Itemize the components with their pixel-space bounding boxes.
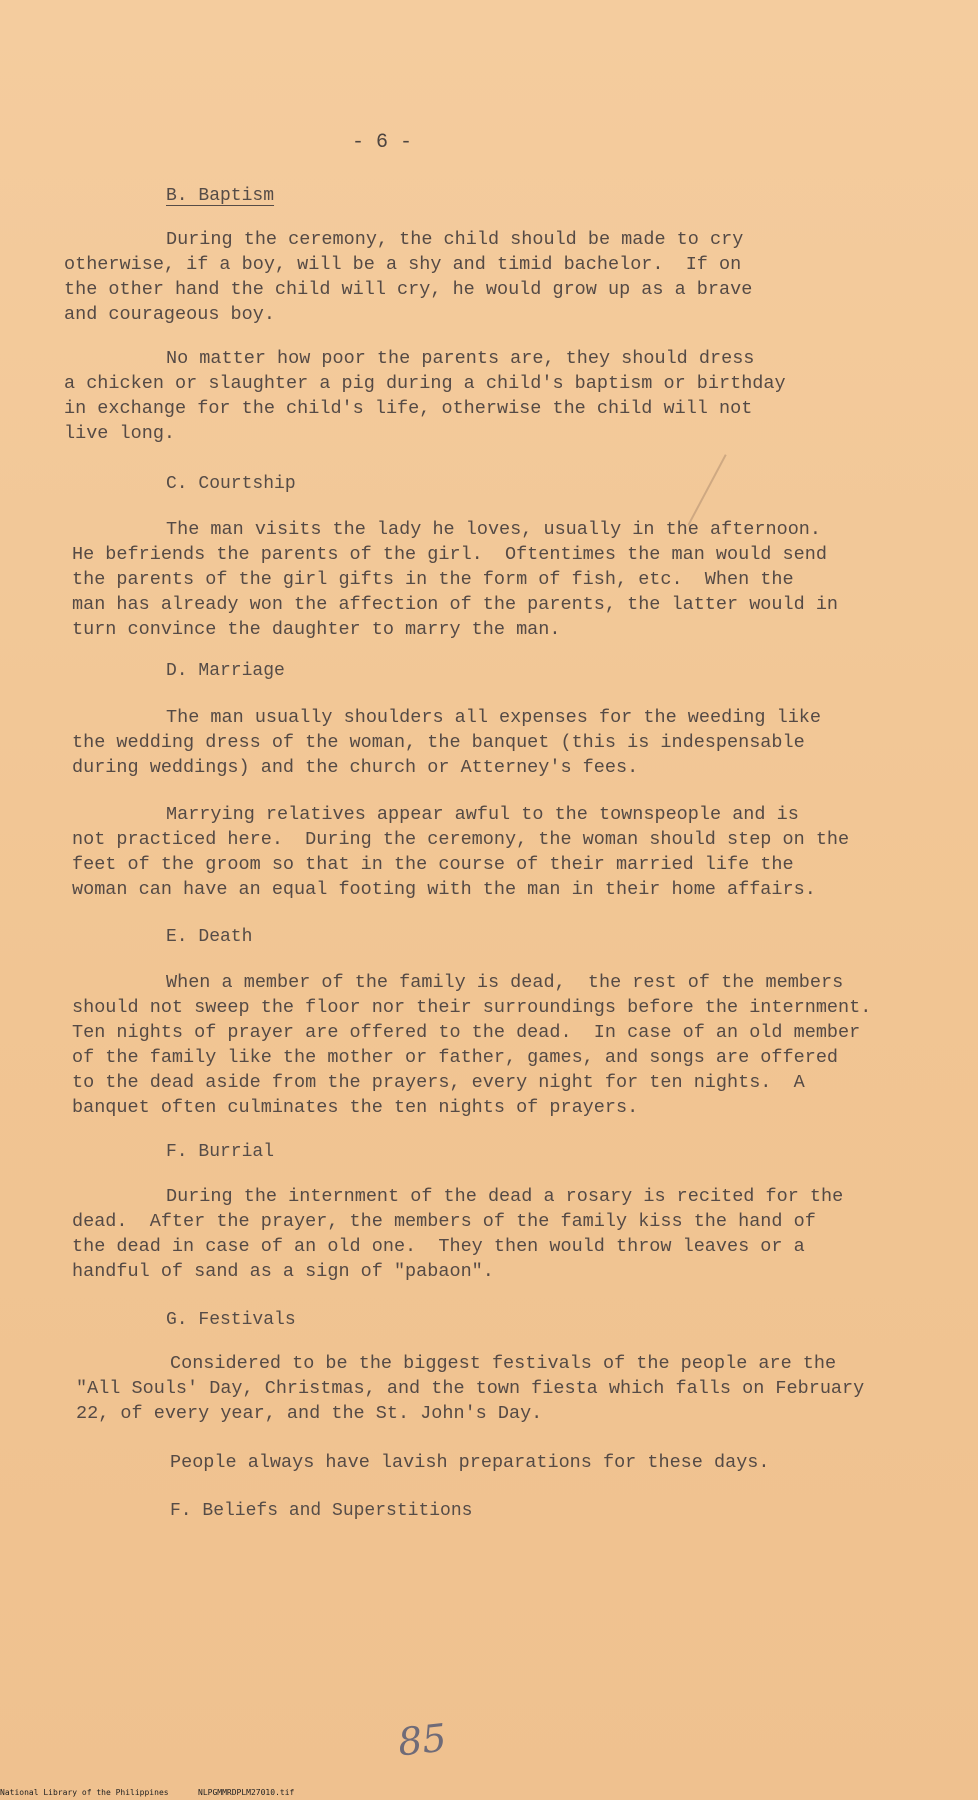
text-line: No matter how poor the parents are, they should dress [166,348,755,369]
section-heading-marriage: D. Marriage [166,661,285,681]
section-heading-baptism: B. Baptism [166,186,275,206]
text-line: in exchange for the child's life, otherwise the child will not [64,398,753,419]
paragraph [72,1184,843,1284]
handwritten-page-number: 85 [395,1715,449,1765]
text-line: During the internment of the dead a rosary is recited for the [166,1186,844,1207]
stray-pencil-mark [687,454,726,526]
text-line: and courageous boy. [64,304,275,325]
text-line: live long. [64,423,176,444]
text-line: handful of sand as a sign of "pabaon". [72,1261,494,1282]
text-line: of the family like the mother or father, games, and songs are offered [72,1047,839,1068]
text-line: to the dead aside from the prayers, every night for ten nights. A [72,1072,805,1093]
paragraph [64,227,752,327]
footer-library: National Library of the Philippines [0,1788,169,1797]
text-line: dead. After the prayer, the members of the family kiss the hand of [72,1211,816,1232]
text-line: woman can have an equal footing with the man in their home affairs. [72,879,816,900]
section-heading-death: E. Death [166,927,253,947]
paragraph [72,802,849,902]
text-line: otherwise, if a boy, will be a shy and timid bachelor. If on [64,254,742,275]
text-line: Considered to be the biggest festivals of the people are the [170,1353,837,1374]
paragraph [72,970,871,1120]
text-line: Marrying relatives appear awful to the townspeople and is [166,804,799,825]
text-line: the parents of the girl gifts in the form of fish, etc. When the [72,569,794,590]
text-line: the other hand the child will cry, he would grow up as a brave [64,279,753,300]
paragraph [72,705,821,780]
text-line: not practiced here. During the ceremony, the woman should step on the [72,829,850,850]
text-line: When a member of the family is dead, the rest of the members [166,972,844,993]
section-heading-festivals: G. Festivals [166,1310,296,1330]
paragraph [76,1351,864,1426]
text-line: People always have lavish preparations for these days. [170,1452,770,1473]
text-line: "All Souls' Day, Christmas, and the town fiesta which falls on February [76,1378,865,1399]
text-line: The man usually shoulders all expenses for the weeding like [166,707,822,728]
paragraph [64,346,786,446]
text-line: banquet often culminates the ten nights of prayers. [72,1097,639,1118]
text-line: during weddings) and the church or Atterney's fees. [72,757,639,778]
text-line: Ten nights of prayer are offered to the dead. In case of an old member [72,1022,861,1043]
text-line: should not sweep the floor nor their surroundings before the internment. [72,997,872,1018]
text-line: a chicken or slaughter a pig during a child's baptism or birthday [64,373,786,394]
text-line: During the ceremony, the child should be made to cry [166,229,744,250]
text-line: The man visits the lady he loves, usually in the afternoon. [166,519,822,540]
paragraph [170,1450,770,1475]
section-heading-beliefs: F. Beliefs and Superstitions [170,1501,473,1521]
text-line: He befriends the parents of the girl. Oftentimes the man would send [72,544,827,565]
footer-file: NLPGMMRDPLM27010.tif [198,1788,295,1797]
section-heading-burrial: F. Burrial [166,1142,275,1162]
text-line: turn convince the daughter to marry the man. [72,619,561,640]
page-number: - 6 - [352,131,413,154]
archive-footer [0,1788,978,1800]
text-line: the wedding dress of the woman, the banquet (this is indespensable [72,732,805,753]
section-heading-courtship: C. Courtship [166,474,296,494]
text-line: 22, of every year, and the St. John's Day. [76,1403,543,1424]
paragraph [72,517,838,642]
text-line: feet of the groom so that in the course of their married life the [72,854,794,875]
text-line: man has already won the affection of the parents, the latter would in [72,594,839,615]
text-line: the dead in case of an old one. They then would throw leaves or a [72,1236,805,1257]
